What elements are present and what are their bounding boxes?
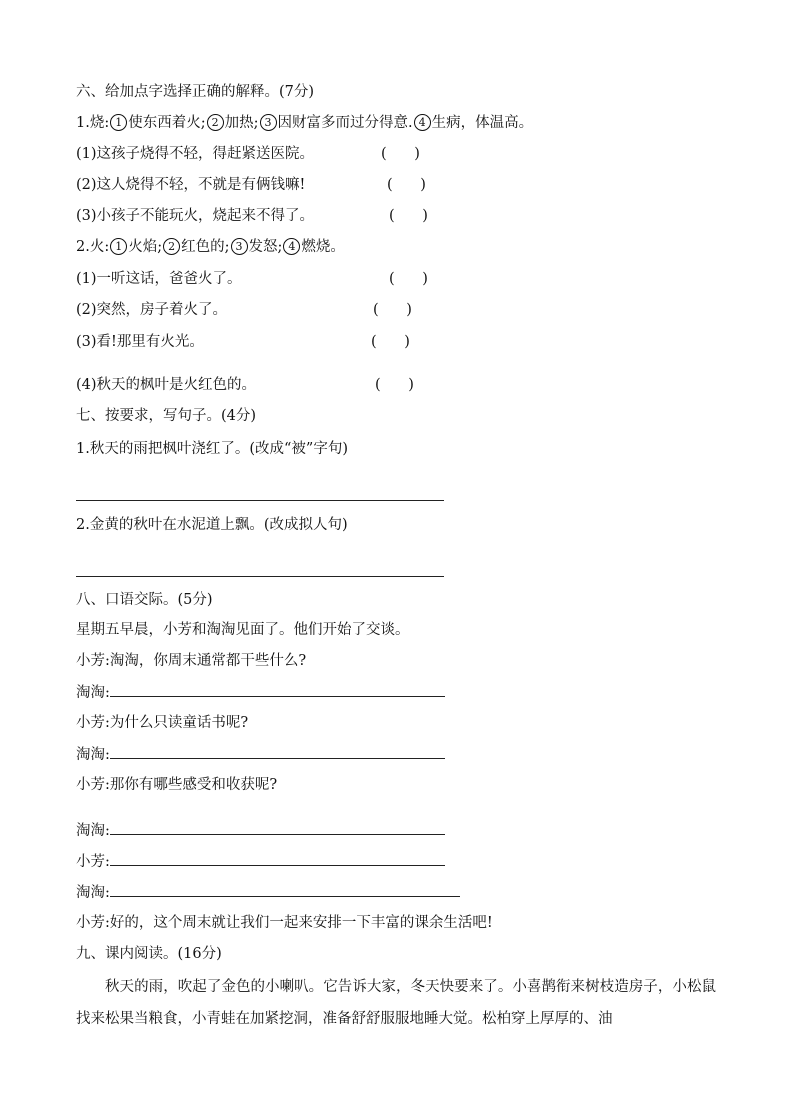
circled-number-3: 3	[231, 238, 248, 255]
answer-line[interactable]	[76, 500, 444, 501]
q1-item-1: (1)这孩子烧得不轻，得赶紧送医院。	[76, 146, 315, 162]
answer-line[interactable]	[110, 744, 445, 759]
circled-number-1: 1	[110, 238, 127, 255]
q2-opt-3: 发怒;	[248, 239, 283, 255]
answer-blank[interactable]: ( )	[373, 302, 412, 318]
dialogue-reply	[76, 682, 445, 703]
circled-number-2: 2	[207, 114, 224, 131]
q1-item-3: (3)小孩子不能玩火，烧起来不得了。	[76, 208, 315, 224]
circled-number-2: 2	[163, 238, 180, 255]
section-8-title: 八、口语交际。(5分)	[76, 592, 213, 608]
q2-opt-2: 红色的;	[181, 239, 230, 255]
section-6-title: 六、给加点字选择正确的解释。(7分)	[76, 84, 315, 100]
q2-opt-4: 燃烧。	[301, 239, 345, 255]
q2-label: 2.火:	[76, 239, 110, 255]
dialogue-reply	[76, 882, 460, 903]
dialogue-reply	[76, 820, 445, 841]
answer-line[interactable]	[76, 576, 444, 577]
circled-number-4: 4	[283, 238, 300, 255]
answer-line[interactable]	[110, 820, 445, 835]
q1-opt-4: 生病，体温高。	[431, 115, 534, 131]
answer-blank[interactable]: ( )	[375, 377, 414, 393]
answer-blank[interactable]: ( )	[389, 271, 428, 287]
answer-blank[interactable]: ( )	[387, 177, 426, 193]
q1-opt-2: 加热;	[224, 115, 259, 131]
section-9-title: 九、课内阅读。(16分)	[76, 946, 222, 962]
speaker-label: 淘淘:	[76, 885, 110, 901]
dialogue-line: 小芳:为什么只读童话书呢?	[76, 715, 249, 731]
s7-question-2: 2.金黄的秋叶在水泥道上飘。(改成拟人句)	[76, 517, 348, 533]
circled-number-3: 3	[260, 114, 277, 131]
q1-opt-3: 因财富多而过分得意.	[277, 115, 413, 131]
q2-item-3: (3)看!那里有火光。	[76, 334, 204, 350]
answer-blank[interactable]: ( )	[371, 334, 410, 350]
answer-line[interactable]	[110, 851, 445, 866]
dialogue-line: 小芳:那你有哪些感受和收获呢?	[76, 777, 278, 793]
circled-number-4: 4	[414, 114, 431, 131]
dialogue-intro: 星期五早晨，小芳和淘淘见面了。他们开始了交谈。	[76, 622, 410, 638]
q2-opt-1: 火焰;	[128, 239, 163, 255]
speaker-label: 淘淘:	[76, 747, 110, 763]
dialogue-reply	[76, 744, 445, 765]
answer-blank[interactable]: ( )	[381, 146, 420, 162]
dialogue-line: 小芳:好的，这个周末就让我们一起来安排一下丰富的课余生活吧!	[76, 915, 493, 931]
q2-item-1: (1)一听这话，爸爸火了。	[76, 271, 242, 287]
q1-label: 1.烧:	[76, 115, 110, 131]
q2-item-2: (2)突然，房子着火了。	[76, 302, 228, 318]
q2-item-4: (4)秋天的枫叶是火红色的。	[76, 377, 257, 393]
answer-line[interactable]	[110, 682, 445, 697]
section-7-title: 七、按要求，写句子。(4分)	[76, 408, 257, 424]
s7-question-1: 1.秋天的雨把枫叶浇红了。(改成“被”字句)	[76, 441, 348, 457]
dialogue-reply	[76, 851, 445, 872]
speaker-label: 淘淘:	[76, 685, 110, 701]
speaker-label: 小芳:	[76, 854, 110, 870]
reading-passage: 秋天的雨，吹起了金色的小喇叭。它告诉大家，冬天快要来了。小喜鹊衔来树枝造房子，小松鼠找来松果当粮食，小青蛙在加紧挖洞，准备舒舒服服地睡大觉。松柏穿上厚厚的、油	[76, 979, 716, 1027]
dialogue-line: 小芳:淘淘，你周末通常都干些什么?	[76, 653, 307, 669]
answer-blank[interactable]: ( )	[389, 208, 428, 224]
q1-definitions	[76, 113, 533, 133]
answer-line[interactable]	[110, 882, 460, 897]
circled-number-1: 1	[110, 114, 127, 131]
speaker-label: 淘淘:	[76, 823, 110, 839]
q1-item-2: (2)这人烧得不轻，不就是有俩钱嘛!	[76, 177, 306, 193]
q1-opt-1: 使东西着火;	[128, 115, 206, 131]
q2-definitions	[76, 237, 345, 257]
